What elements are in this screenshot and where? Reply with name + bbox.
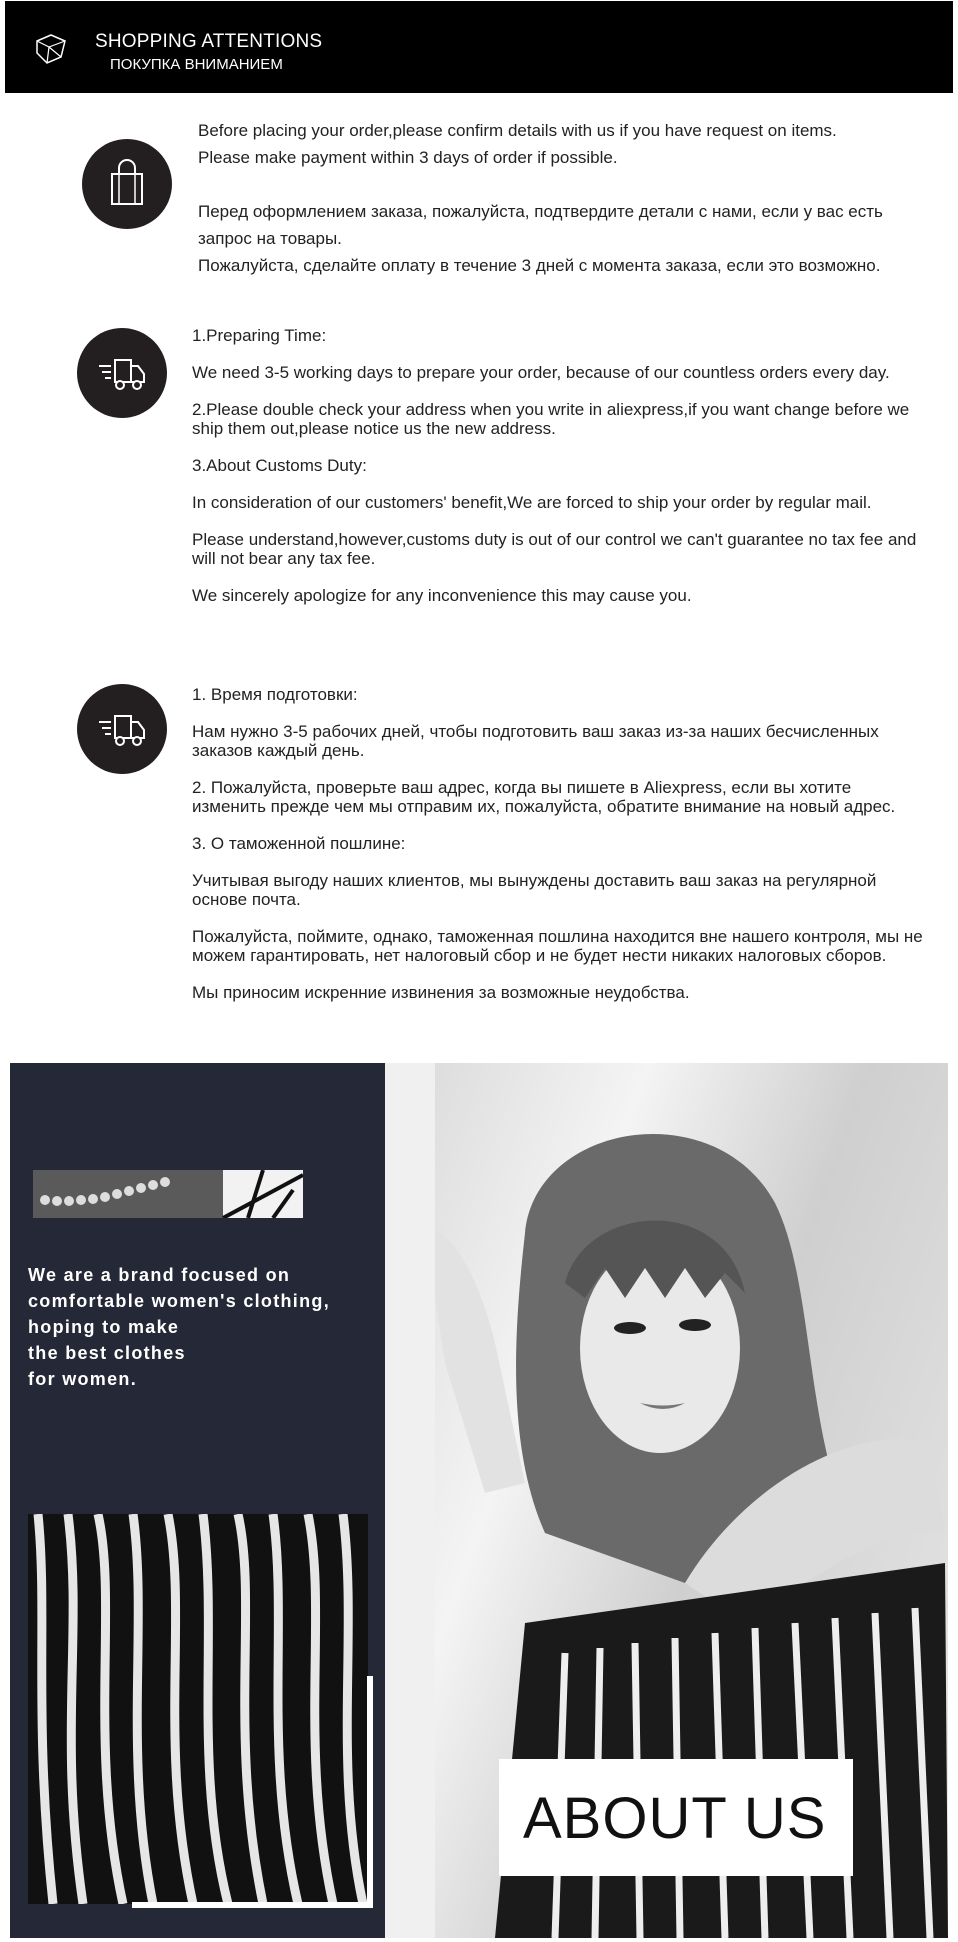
shipping-ru-heading: 1. Время подготовки:: [192, 685, 358, 704]
shipping-en-paragraph: 2.Please double check your address when you write in aliexpress,if you want change before we ship them out,please notice us the new address.: [192, 400, 910, 438]
shipping-ru-paragraph: Пожалуйста, поймите, однако, таможенная пошлина находится вне нашего контроля, мы не можем гарантировать, нет налоговый сбор и не будет нести никаких налоговых сборов.: [192, 927, 923, 965]
shipping-en-paragraph: We sincerely apologize for any inconvenience this may cause you.: [192, 586, 692, 605]
delivery-truck-icon: [77, 328, 167, 418]
notice-text: [198, 117, 898, 279]
shipping-en-icon-circle: [77, 328, 167, 418]
shipping-ru-icon-circle: [77, 684, 167, 774]
notice-line: Please make payment within 3 days of order if possible.: [198, 148, 618, 167]
shipping-en-heading: 1.Preparing Time:: [192, 326, 327, 345]
brand-line: We are a brand focused on: [28, 1265, 291, 1285]
white-frame-accent: [132, 1676, 373, 1908]
brand-line: for women.: [28, 1369, 138, 1389]
header-banner: [5, 1, 953, 93]
shipping-en-text: [192, 326, 927, 623]
shipping-ru-paragraph: Мы приносим искренние извинения за возможные неудобства.: [192, 983, 690, 1002]
shipping-en-paragraph: Please understand,however,customs duty is out of our control we can't guarantee no tax fee and will not bear any tax fee.: [192, 530, 917, 568]
shipping-en-heading: 3.About Customs Duty:: [192, 456, 367, 475]
notice-line: Перед оформлением заказа, пожалуйста, подтвердите детали с нами, если у вас есть запрос на товары.: [198, 202, 883, 248]
shipping-en-paragraph: We need 3-5 working days to prepare your order, because of our countless orders every day.: [192, 363, 890, 382]
brand-line: comfortable women's clothing,: [28, 1291, 331, 1311]
notice-icon-circle: [82, 139, 172, 229]
header-title-ru: ПОКУПКА ВНИМАНИЕМ: [110, 56, 283, 73]
shipping-ru-paragraph: 2. Пожалуйста, проверьте ваш адрес, когда вы пишете в Aliexpress, если вы хотите изменить прежде чем мы отправим их, пожалуйста, обратите внимание на новый адрес.: [192, 778, 896, 816]
about-us-title: ABOUT US: [523, 1786, 827, 1851]
shopping-bag-icon: [82, 139, 172, 229]
notice-line: Пожалуйста, сделайте оплату в течение 3 дней с момента заказа, если это возможно.: [198, 256, 881, 275]
shipping-ru-text: [192, 685, 927, 1020]
gem-logo-icon: [33, 31, 69, 67]
shipping-ru-paragraph: Нам нужно 3-5 рабочих дней, чтобы подготовить ваш заказ из-за наших бесчисленных заказов каждый день.: [192, 722, 879, 760]
delivery-truck-icon: [77, 684, 167, 774]
notice-line: Before placing your order,please confirm details with us if you have request on items.: [198, 121, 837, 140]
brand-statement: [28, 1262, 368, 1392]
about-us-label-box: [499, 1759, 853, 1876]
header-title-en: SHOPPING ATTENTIONS: [95, 31, 323, 52]
brand-line: hoping to make: [28, 1317, 180, 1337]
brand-line: the best clothes: [28, 1343, 186, 1363]
notice-spacer: [198, 171, 898, 198]
shipping-en-paragraph: In consideration of our customers' benefit,We are forced to ship your order by regular mail.: [192, 493, 872, 512]
shipping-ru-heading: 3. О таможенной пошлине:: [192, 834, 406, 853]
pearl-necklace-image: [33, 1170, 303, 1218]
shipping-ru-paragraph: Учитывая выгоду наших клиентов, мы вынуждены доставить ваш заказ на регулярной основе почта.: [192, 871, 877, 909]
